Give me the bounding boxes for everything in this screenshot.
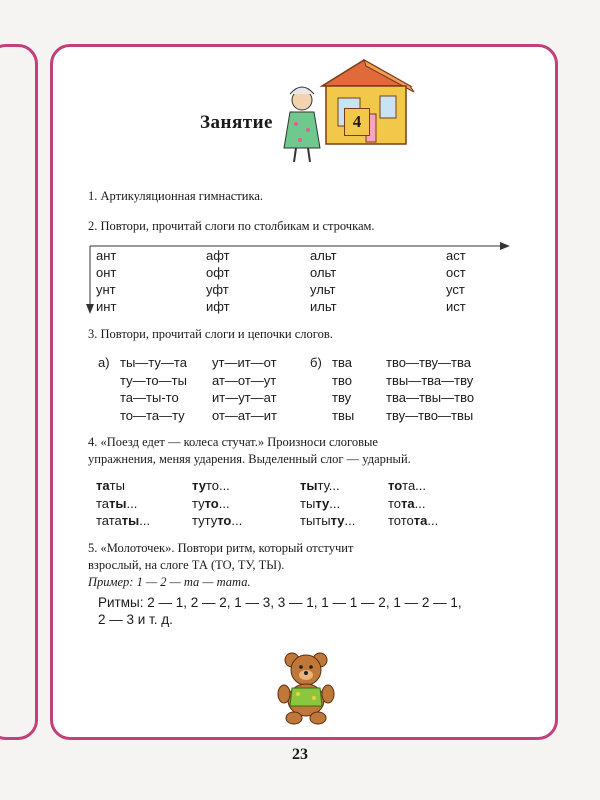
syllable-row bbox=[96, 248, 496, 265]
syllable-cell: ист bbox=[446, 299, 466, 314]
syllable-cell: уст bbox=[446, 282, 465, 297]
stress-word: тататы... bbox=[96, 513, 151, 528]
syllable-grid bbox=[96, 248, 496, 316]
syllable-cell: инт bbox=[96, 299, 117, 314]
chain-item: тва—твы—тво bbox=[386, 390, 475, 405]
chain-item: тво—тву—тва bbox=[386, 355, 471, 370]
chain-item: тву bbox=[332, 390, 352, 405]
page-title: Занятие bbox=[200, 112, 273, 133]
chain-item: твы—тва—тву bbox=[386, 372, 474, 388]
syllable-row bbox=[96, 299, 496, 316]
chain-item: тву—тво—твы bbox=[386, 407, 474, 423]
syllable-cell: ольт bbox=[310, 265, 337, 280]
chain-a-col1 bbox=[120, 354, 187, 424]
stress-word: тутуто... bbox=[192, 513, 243, 528]
stress-word: тота... bbox=[388, 495, 426, 511]
syllable-cell: ост bbox=[446, 265, 466, 280]
chain-b-label: б) bbox=[310, 355, 322, 370]
previous-page-frame bbox=[0, 44, 38, 740]
syllable-cell: аст bbox=[446, 248, 466, 263]
stress-word: тытыту... bbox=[300, 513, 356, 528]
syllable-row bbox=[96, 282, 496, 299]
syllable-cell: ульт bbox=[310, 282, 336, 297]
task-2: 2. Повтори, прочитай слоги по столбикам и строчкам. bbox=[88, 219, 375, 233]
syllable-cell: унт bbox=[96, 282, 116, 297]
task-4-line-2: упражнения, меняя ударения. Выделенный слог — ударный. bbox=[88, 452, 411, 466]
stress-row bbox=[96, 478, 476, 496]
chain-item: тво bbox=[332, 372, 352, 388]
syllable-cell: уфт bbox=[206, 282, 229, 297]
stress-row bbox=[96, 496, 476, 514]
chain-item: то—та—ту bbox=[120, 407, 185, 423]
chain-a-label: а) bbox=[98, 355, 110, 370]
chain-a-col2 bbox=[212, 354, 277, 424]
task-4-line-1: 4. «Поезд едет — колеса стучат.» Произноси слоговые bbox=[88, 435, 378, 449]
teddy-bear-illustration bbox=[270, 650, 346, 726]
stress-word: тыту... bbox=[300, 478, 340, 493]
task-5-line-2: взрослый, на слоге ТА (ТО, ТУ, ТЫ). bbox=[88, 558, 285, 572]
task-5-line-1: 5. «Молоточек». Повтори ритм, который отстучит bbox=[88, 541, 354, 555]
task-3: 3. Повтори, прочитай слоги и цепочки слогов. bbox=[88, 327, 333, 341]
syllable-cell: офт bbox=[206, 265, 230, 280]
rhythm-line: 2 — 3 и т. д. bbox=[98, 612, 173, 627]
stress-word: туто... bbox=[192, 495, 230, 511]
chain-item: ут—ит—от bbox=[212, 355, 277, 370]
page-number: 23 bbox=[292, 746, 308, 763]
stress-word: тота... bbox=[388, 478, 427, 493]
chain-item: та—ты-то bbox=[120, 390, 179, 405]
syllable-row bbox=[96, 265, 496, 282]
stress-word: тыту... bbox=[300, 495, 341, 511]
syllable-cell: онт bbox=[96, 265, 117, 280]
chain-item: ты—ту—та bbox=[120, 355, 187, 370]
task-1: 1. Артикуляционная гимнастика. bbox=[88, 189, 263, 203]
syllable-cell: альт bbox=[310, 248, 337, 263]
stress-word: таты bbox=[96, 478, 125, 493]
chain-item: от—ат—ит bbox=[212, 407, 278, 423]
stress-word-table bbox=[96, 478, 476, 531]
chain-item: ат—от—ут bbox=[212, 372, 277, 388]
syllable-cell: афт bbox=[206, 248, 230, 263]
chain-item: тва bbox=[332, 355, 352, 370]
chain-item: ит—ут—ат bbox=[212, 390, 277, 405]
chain-item: ту—то—ты bbox=[120, 372, 187, 388]
syllable-cell: ильт bbox=[310, 299, 337, 314]
stress-word: тотота... bbox=[388, 513, 439, 528]
chain-item: твы bbox=[332, 407, 355, 423]
rhythm-list bbox=[98, 594, 462, 628]
task-5-example: Пример: 1 — 2 — та — тата. bbox=[88, 575, 251, 589]
rhythm-line: Ритмы: 2 — 1, 2 — 2, 1 — 3, 3 — 1, 1 — 1 — 2, 1 — 2 — 1, bbox=[98, 595, 462, 610]
syllable-cell: ифт bbox=[206, 299, 230, 314]
chain-b-col1 bbox=[332, 354, 354, 424]
stress-row bbox=[96, 513, 476, 531]
syllable-cell: ант bbox=[96, 248, 117, 263]
stress-word: туто... bbox=[192, 478, 230, 493]
chain-b-col2 bbox=[386, 354, 474, 424]
stress-word: таты... bbox=[96, 495, 138, 511]
lesson-number-badge: 4 bbox=[344, 108, 370, 136]
